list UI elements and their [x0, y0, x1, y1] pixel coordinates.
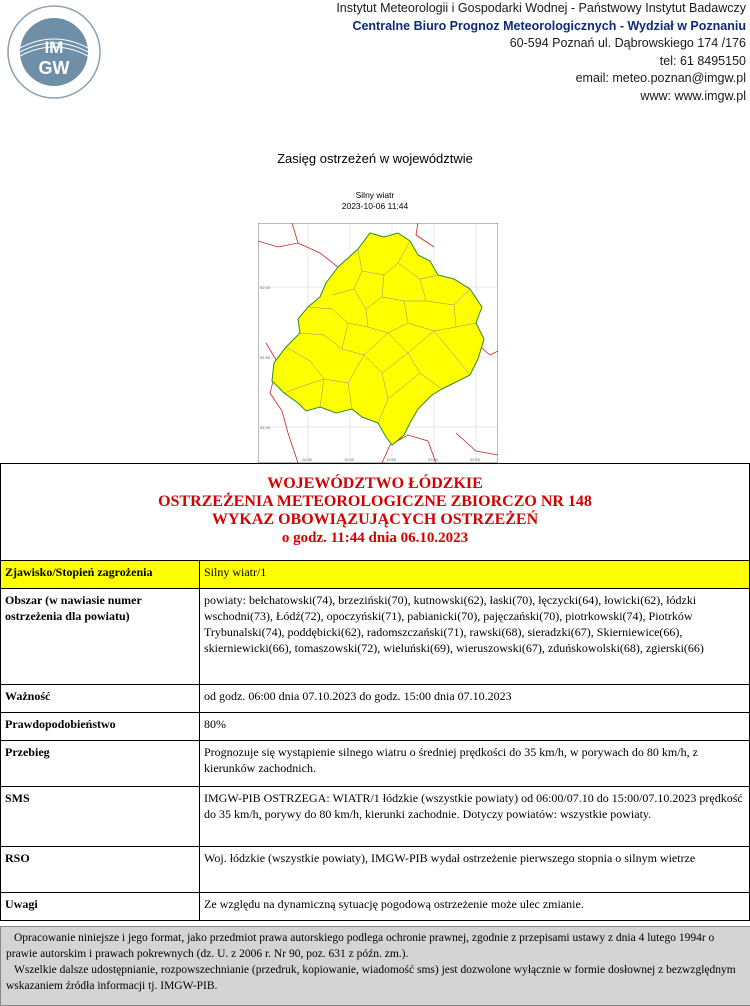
row-label: Ważność: [1, 685, 200, 713]
warning-table: [0, 560, 750, 921]
row-label: RSO: [1, 847, 200, 893]
row-label: SMS: [1, 787, 200, 847]
warning-map: [258, 223, 498, 463]
voivodeship-title: WOJEWÓDZTWO ŁÓDZKIE: [267, 475, 483, 492]
lon-label: 19.50: [386, 457, 397, 462]
row-label: Obszar (w nawiasie numer ostrzeżenia dla powiatu): [1, 589, 200, 685]
lat-label: 51.00: [260, 425, 271, 430]
map-timestamp: 2023-10-06 11:44: [341, 201, 409, 211]
row-value: Woj. łódzkie (wszystkie powiaty), IMGW-PIB wydał ostrzeżenie pierwszego stopnia o silnym wietrze: [200, 847, 750, 893]
lat-label: 51.50: [260, 355, 271, 360]
table-row: [1, 561, 750, 589]
lat-label: 52.00: [260, 285, 271, 290]
table-row: [1, 787, 750, 847]
row-value: powiaty: bełchatowski(74), brzeziński(70), kutnowski(62), łaski(70), łęczycki(64), łowicki(62), łódzki wschodni(73), Łódź(72), opoczyński(71), pabianicki(70), pajęczański(70), piotrkowski(74), Piotrków Trybunalski(74), poddębicki(62), radomszczański(71), rawski(68), sieradzki(67), Skierniewice(66), skierniewicki(66), tomaszowski(72), wieluński(69), wieruszowski(67), zduńskowolski(68), zgierski(66): [200, 589, 750, 685]
lon-label: 19.00: [344, 457, 355, 462]
map-title: Zasięg ostrzeżeń w województwie: [277, 151, 473, 166]
institute-header: [336, 0, 746, 105]
active-warnings-title: WYKAZ OBOWIĄZUJĄCYCH OSTRZEŻEŃ: [211, 511, 539, 528]
row-value: Prognozuje się wystąpienie silnego wiatru o średniej prędkości do 35 km/h, w porywach do 80 km/h, z kierunków zachodnich.: [200, 741, 750, 787]
issue-time: o godz. 11:44 dnia 06.10.2023: [281, 530, 469, 546]
imgw-logo: [6, 4, 102, 100]
lon-label: 20.50: [470, 457, 481, 462]
row-value: IMGW-PIB OSTRZEGA: WIATR/1 łódzkie (wszystkie powiaty) od 06:00/07.10 do 15:00/07.10.2023 prędkość do 35 km/h, porywy do 80 km/h, kierunki zachodnie. Dotyczy powiatów: wszystkie powiaty.: [200, 787, 750, 847]
row-label: Zjawisko/Stopień zagrożenia: [1, 561, 200, 589]
redistribution-paragraph: Wszelkie dalsze udostępnianie, rozpowszechnianie (przedruk, kopiowanie, wiadomość sms) jest dozwolone wyłącznie w formie dosłownej z bezwzględnym wskazaniem źródła informacji tj. IMGW-PIB.: [6, 964, 736, 992]
email[interactable]: email: meteo.poznan@imgw.pl: [575, 71, 746, 85]
row-value: Silny wiatr/1: [200, 561, 750, 589]
office-name: Centralne Biuro Prognoz Meteorologicznych - Wydział w Poznaniu: [352, 18, 746, 33]
address: 60-594 Poznań ul. Dąbrowskiego 174 /176: [509, 36, 746, 50]
table-row: [1, 847, 750, 893]
warnings-summary-title: OSTRZEŻENIA METEOROLOGICZNE ZBIORCZO NR 148: [158, 493, 592, 510]
copyright-paragraph: Opracowanie niniejsze i jego format, jako przedmiot prawa autorskiego podlega ochronie prawnej, zgodnie z przepisami ustawy z dnia 4 lutego 1994r o prawie autorskim i prawach pokrewnych (dz. U. z 2006 r. Nr 90, poz. 631 z późn. zm.).: [6, 932, 715, 960]
row-label: Prawdopodobieństwo: [1, 713, 200, 741]
lon-label: 20.00: [428, 457, 439, 462]
row-value: 80%: [200, 713, 750, 741]
table-row: [1, 685, 750, 713]
row-label: Uwagi: [1, 893, 200, 921]
row-label: Przebieg: [1, 741, 200, 787]
table-row: [1, 589, 750, 685]
row-value: Ze względu na dynamiczną sytuację pogodową ostrzeżenie może ulec zmianie.: [200, 893, 750, 921]
copyright-notice: [0, 926, 750, 1006]
table-row: [1, 713, 750, 741]
table-row: [1, 741, 750, 787]
svg-text:GW: GW: [38, 58, 70, 78]
table-row: [1, 893, 750, 921]
warning-heading: [0, 463, 750, 561]
row-value: od godz. 06:00 dnia 07.10.2023 do godz. 15:00 dnia 07.10.2023: [200, 685, 750, 713]
phone: tel: 61 8495150: [659, 53, 746, 68]
map-phenomenon: Silny wiatr: [355, 190, 395, 200]
svg-text:IM: IM: [44, 38, 64, 57]
institute-name: Instytut Meteorologii i Gospodarki Wodnej - Państwowy Instytut Badawczy: [336, 1, 746, 15]
website[interactable]: www: www.imgw.pl: [640, 88, 746, 103]
lon-label: 18.50: [302, 457, 313, 462]
